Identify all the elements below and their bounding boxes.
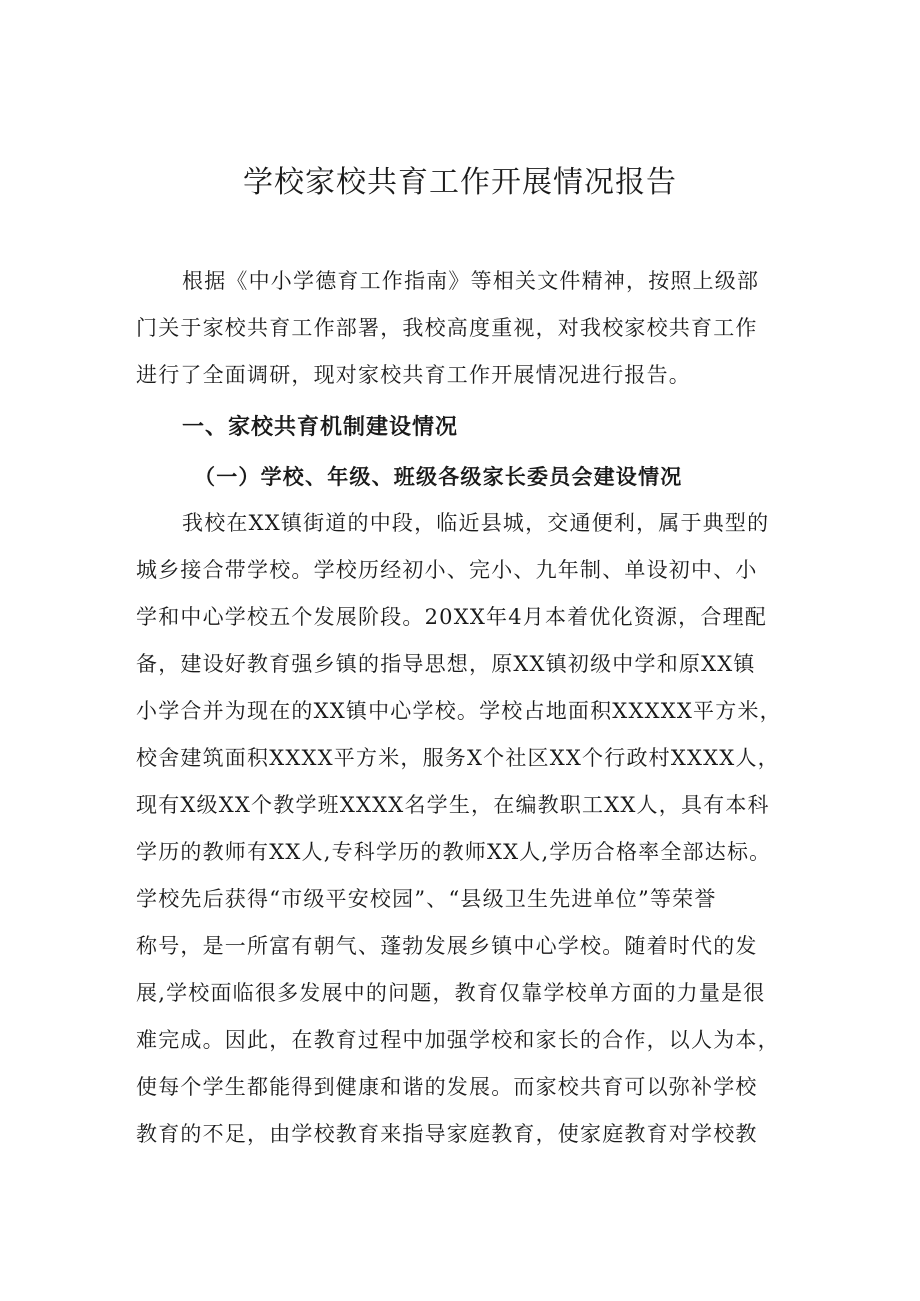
body-line: 称号，是一所富有朝气、蓬勃发展乡镇中心学校。随着时代的发 xyxy=(136,934,758,958)
body-line: 展,学校面临很多发展中的问题，教育仅靠学校单方面的力量是很 xyxy=(136,981,766,1005)
body-line: 现有X级XX个教学班XXXX名学生，在编教职工XX人，具有本科 xyxy=(136,793,770,817)
section-heading: 一、家校共育机制建设情况 xyxy=(182,415,459,440)
body-line: 学历的教师有XX人,专科学历的教师XX人,学历合格率全部达标。 xyxy=(136,840,772,864)
body-line: 教育的不足，由学校教育来指导家庭教育，使家庭教育对学校教 xyxy=(136,1122,758,1146)
intro-line: 门关于家校共育工作部署，我校高度重视，对我校家校共育工作 xyxy=(136,316,758,340)
body-line: 备，建设好教育强乡镇的指导思想，原XX镇初级中学和原XX镇 xyxy=(136,652,756,676)
body-line: 学校先后获得“市级平安校园”、“县级卫生先进单位”等荣誉 xyxy=(136,887,717,911)
document-title: 学校家校共育工作开展情况报告 xyxy=(243,165,677,200)
intro-paragraph xyxy=(136,258,793,399)
body-line: 小学合并为现在的XX镇中心学校。学校占地面积XXXXX平方米， xyxy=(136,699,782,723)
intro-line: 根据《中小学德育工作指南》等相关文件精神，按照上级部 xyxy=(182,269,760,293)
body-line: 校舍建筑面积XXXX平方米，服务X个社区XX个行政村XXXX人， xyxy=(136,746,780,770)
intro-line: 进行了全面调研，现对家校共育工作开展情况进行报告。 xyxy=(136,363,691,387)
body-line: 我校在XX镇街道的中段，临近县城，交通便利，属于典型的 xyxy=(182,511,770,535)
body-line: 城乡接合带学校。学校历经初小、完小、九年制、单设初中、小 xyxy=(136,558,758,582)
body-line: 学和中心学校五个发展阶段。20XX年4月本着优化资源，合理配 xyxy=(136,605,767,629)
body-paragraph xyxy=(136,500,793,1158)
body-line: 使每个学生都能得到健康和谐的发展。而家校共育可以弥补学校 xyxy=(136,1075,758,1099)
subsection-heading: （一）学校、年级、班级各级家长委员会建设情况 xyxy=(194,464,683,489)
body-line: 难完成。因此，在教育过程中加强学校和家长的合作，以人为本， xyxy=(136,1028,780,1052)
